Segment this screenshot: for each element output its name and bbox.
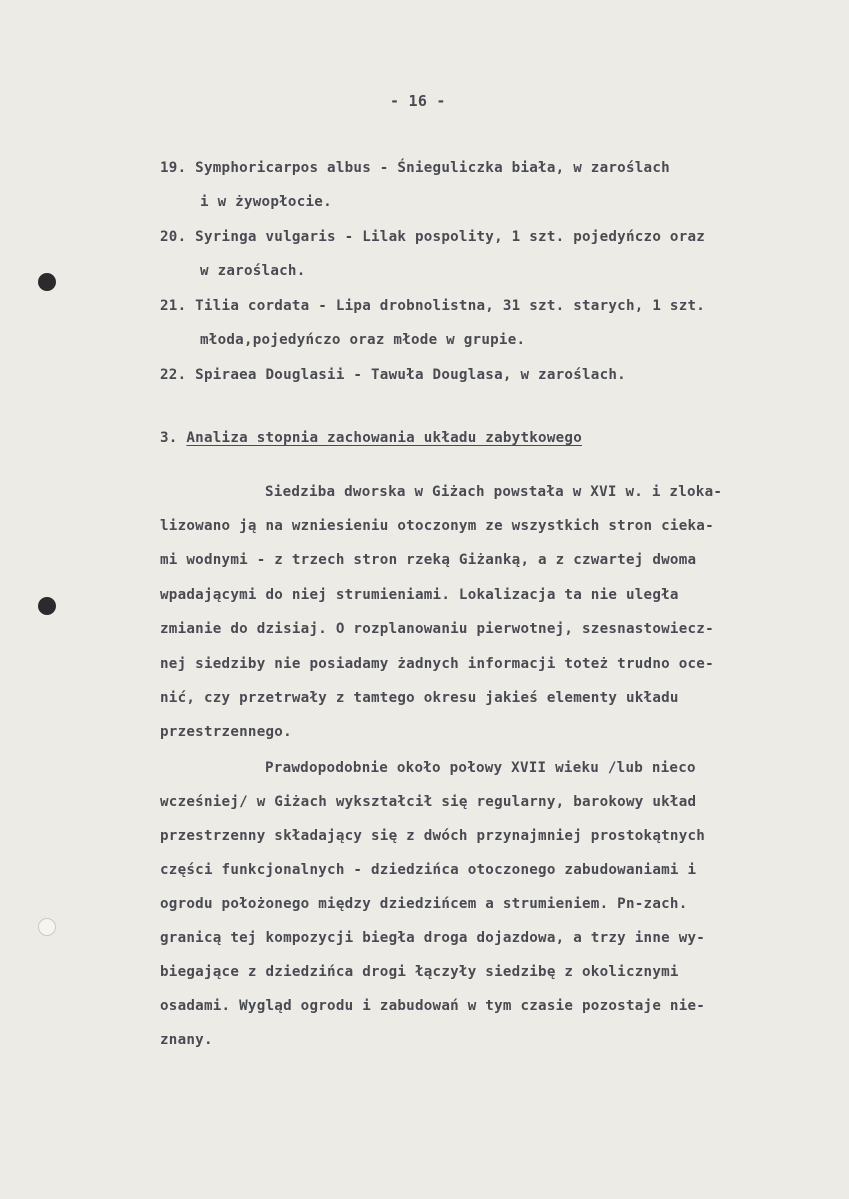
paragraph2-line: znany.: [160, 1032, 213, 1048]
list-item-19-line1: 19. Symphoricarpos albus - Śnieguliczka biała, w zaroślach: [160, 160, 670, 176]
paragraph2-line: Prawdopodobnie około połowy XVII wieku /lub nieco: [265, 760, 696, 776]
page-number: - 16 -: [390, 92, 446, 110]
paragraph1-line: lizowano ją na wzniesieniu otoczonym ze wszystkich stron cieka-: [160, 518, 714, 534]
paragraph2-line: wcześniej/ w Giżach wykształcił się regularny, barokowy układ: [160, 794, 697, 810]
paragraph2-line: biegające z dziedzińca drogi łączyły siedzibę z okolicznymi: [160, 964, 679, 980]
punch-hole: [38, 273, 56, 291]
list-item-20-line1: 20. Syringa vulgaris - Lilak pospolity, 1 szt. pojedyńczo oraz: [160, 229, 706, 245]
section-heading: [160, 430, 582, 446]
paragraph1-line: wpadającymi do niej strumieniami. Lokalizacja ta nie uległa: [160, 587, 679, 603]
paragraph1-line: Siedziba dworska w Giżach powstała w XVI w. i zloka-: [265, 484, 723, 500]
list-item-20-line2: w zaroślach.: [200, 263, 306, 279]
punch-hole: [38, 918, 56, 936]
paragraph1-line: nej siedziby nie posiadamy żadnych informacji toteż trudno oce-: [160, 656, 714, 672]
paragraph2-line: części funkcjonalnych - dziedzińca otoczonego zabudowaniami i: [160, 862, 697, 878]
section-title: Analiza stopnia zachowania układu zabytkowego: [186, 430, 583, 446]
paragraph1-line: nić, czy przetrwały z tamtego okresu jakieś elementy układu: [160, 690, 679, 706]
paragraph1-line: przestrzennego.: [160, 724, 292, 740]
paragraph2-line: ogrodu położonego między dziedzińcem a strumieniem. Pn-zach.: [160, 896, 688, 912]
paragraph2-line: przestrzenny składający się z dwóch przynajmniej prostokątnych: [160, 828, 706, 844]
list-item-21-line2: młoda,pojedyńczo oraz młode w grupie.: [200, 332, 526, 348]
list-item-19-line2: i w żywopłocie.: [200, 194, 332, 210]
list-item-21-line1: 21. Tilia cordata - Lipa drobnolistna, 31 szt. starych, 1 szt.: [160, 298, 706, 314]
paragraph1-line: mi wodnymi - z trzech stron rzeką Giżanką, a z czwartej dwoma: [160, 552, 697, 568]
paragraph2-line: granicą tej kompozycji biegła droga dojazdowa, a trzy inne wy-: [160, 930, 706, 946]
list-item-22-line1: 22. Spiraea Douglasii - Tawuła Douglasa, w zaroślach.: [160, 367, 626, 383]
punch-hole: [38, 597, 56, 615]
paragraph2-line: osadami. Wygląd ogrodu i zabudowań w tym czasie pozostaje nie-: [160, 998, 706, 1014]
paragraph1-line: zmianie do dzisiaj. O rozplanowaniu pierwotnej, szesnastowiecz-: [160, 621, 714, 637]
section-number: 3.: [160, 430, 178, 446]
